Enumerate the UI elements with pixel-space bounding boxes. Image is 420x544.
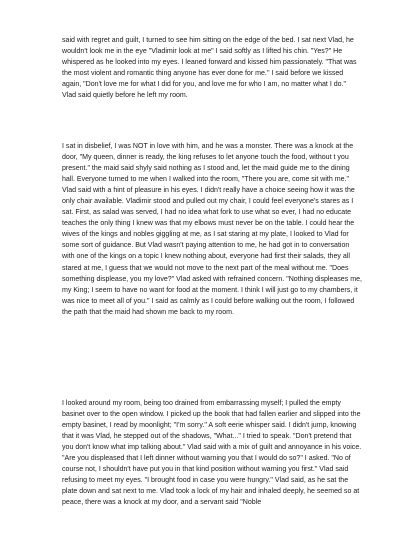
paragraph-3: I looked around my room, being too drained from embarrassing myself; I pulled the empty basinet over to the open window. I picked up the book that had fallen earlier and slipped into the empty basinet, I read by moonlight; "I'm sorry." A soft eerie whisper said. I didn't jump, knowing that it was Vlad, he stepped out of the shadows, "What..." I tried to speak. "Don't pretend that you don't know what imp talking about." Vlad said with a mix of guilt and annoyance in his voice. "Are you displeased that I left dinner without warning you that I would do so?" I asked. "No of course not, I shouldn't have put you in that kind position without warning you first." Vlad said refusing to meet my eyes. "I brought food in case you were hungry." Vlad said, as he sat the plate down and sat next to me. Vlad took a lock of my hair and inhaled deeply, he seemed so at peace, there was a knock at my door, and a servant said "Noble bbox=[62, 400, 362, 507]
paragraph-1: said with regret and guilt, I turned to see him sitting on the edge of the bed. I sat next Vlad, he wouldn't look me in the eye "Vladimir look at me" I said softly as I lifted his chin. "Yes?" He whispered as he looked into my eyes. I leaned forward and kissed him passionately. "That was the most violent and romantic thing anyone has ever done for me.'' I said before we kissed again, "Don't love me for what I did for you, and love me for who I am, no matter what I do." Vlad said quietly before he left my room. bbox=[62, 37, 357, 100]
paragraph-2: I sat in disbelief, I was NOT in love with him, and he was a monster. There was a knock at the door, "My queen, dinner is ready, the king refuses to let anyone touch the food, without t you present." the maid said shyly said nothing as I stood and, let the maid guide me to the dining hall. Everyone turned to me when I walked into the room, "There you are, come sit with me." Vlad said with a hint of pleasure in his eyes. I didn't really have a choice seeing how it was the only chair available. Vladimir stood and pulled out my chair, I could feel everyone's stares as I sat. First, as salad was served, I had no idea what fork to use what so ever, I had no educate teaches the only thing I knew was that my elbows must never be on the table. I could hear the wives of the kings and nobles giggling at me, as I sat staring at my plate, I looked to Vlad for some sort of guidance. But Vlad wasn't paying attention to me, he had got in to conversation with one of the kings on a topic I knew nothing about, everyone had first their salads, they all stared at me, I guess that we would not move to the next part of the meal without me. "Does something displease, you my love?" Vlad asked with refrained concern. "Nothing displeases me, my King; I seem to have no want for food at the moment. I think I will just go to my chambers, it was nice to meet all of you." I said as calmly as I could before walking out the room, I followed the path that the maid had shown me back to my room. bbox=[62, 143, 362, 316]
